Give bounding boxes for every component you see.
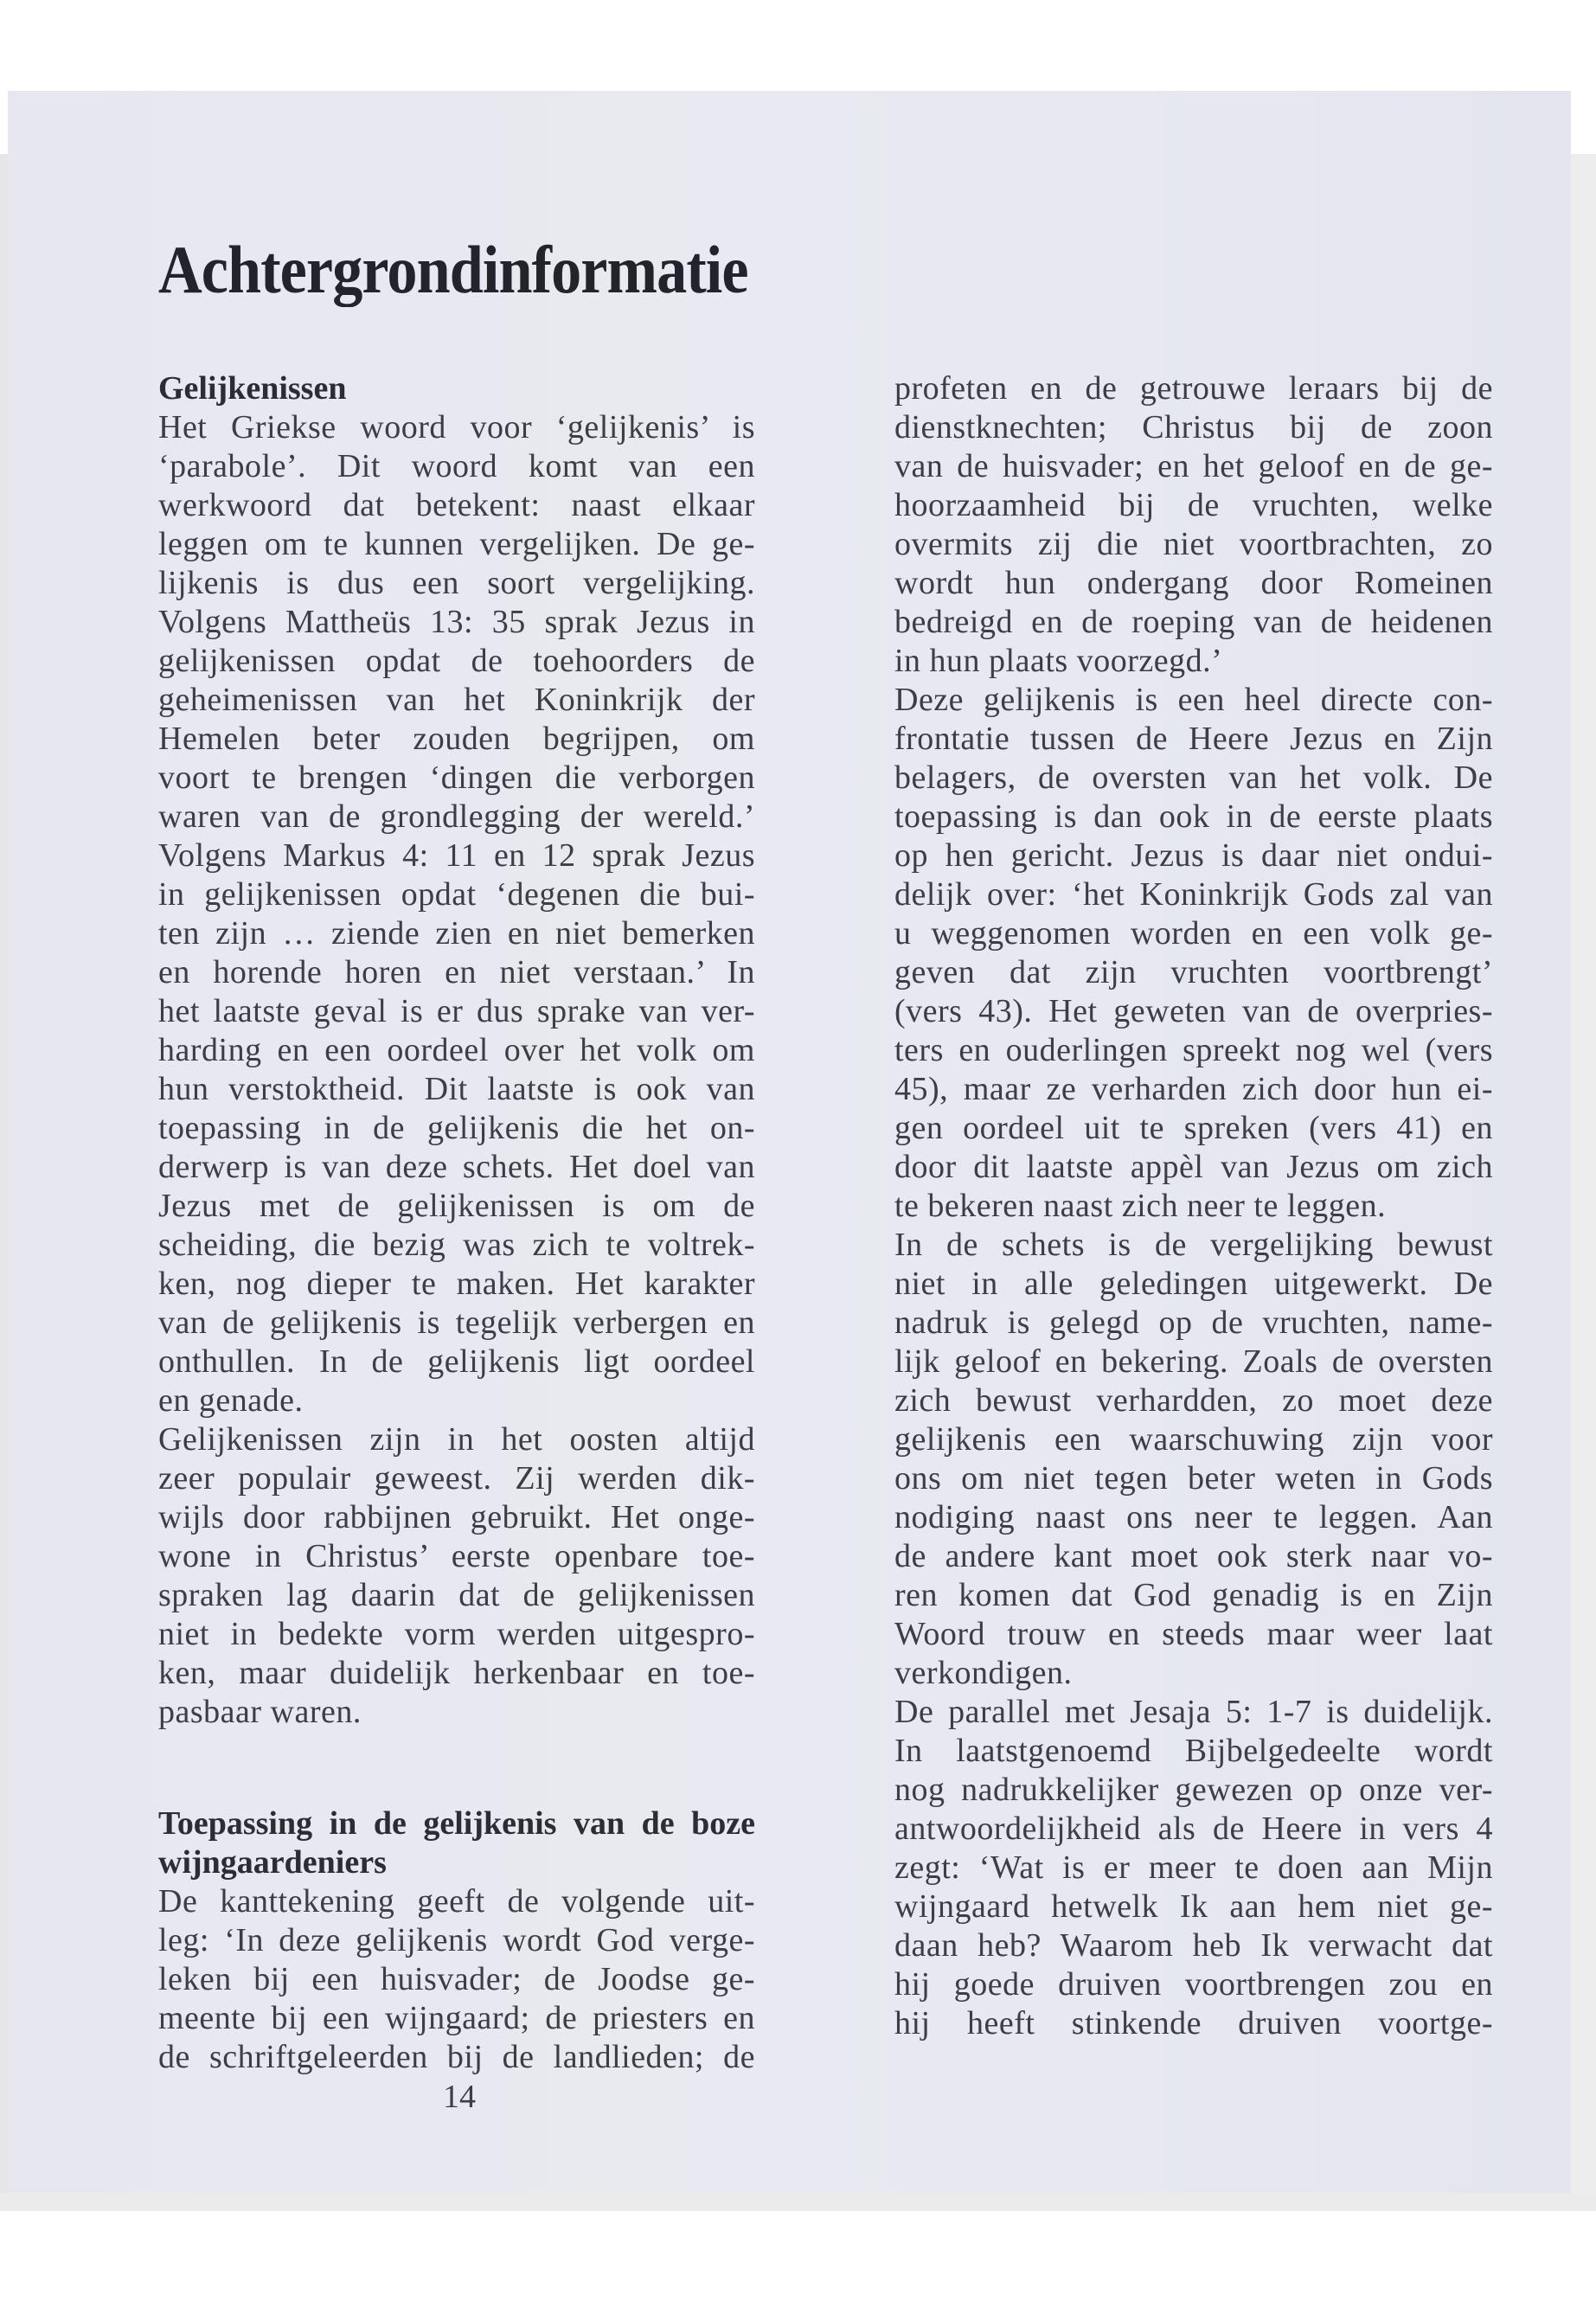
text-line: gelijkenissen opdat de toehoorders de (158, 643, 755, 679)
text-line: op hen gericht. Jezus is daar niet ondui- (894, 837, 1493, 874)
text-line: niet in bedekte vorm werden uitgespro- (158, 1616, 755, 1652)
text-line: Gelijkenissen zijn in het oosten altijd (158, 1421, 755, 1458)
text-line: nadruk is gelegd op de vruchten, name- (894, 1304, 1493, 1341)
text-line: delijk over: ‘het Koninkrijk Gods zal van (894, 876, 1493, 913)
text-line: verkondigen. (894, 1655, 1073, 1691)
paragraph (894, 1693, 1493, 2043)
text-line: Deze gelijkenis is een heel directe con- (894, 682, 1493, 718)
text-line: geheimenissen van het Koninkrijk der (158, 682, 755, 718)
text-line: wijngaard hetwelk Ik aan hem niet ge- (894, 1888, 1493, 1925)
text-line: Hemelen beter zouden begrijpen, om (158, 721, 755, 757)
text-line: de schriftgeleerden bij de landlieden; de (158, 2039, 755, 2075)
text-line: zegt: ‘Wat is er meer te doen aan Mijn (894, 1849, 1493, 1886)
text-line: leggen om te kunnen vergelijken. De ge- (158, 526, 755, 562)
text-line: hij goede druiven voortbrengen zou en (894, 1966, 1493, 2003)
section-heading (158, 1804, 755, 1882)
text-line: u weggenomen worden en een volk ge- (894, 915, 1493, 952)
text-line: waren van de grondlegging der wereld.’ (158, 798, 755, 835)
text-line: scheiding, die bezig was zich te voltrek- (158, 1227, 755, 1263)
text-line: frontatie tussen de Heere Jezus en Zijn (894, 721, 1493, 757)
text-line: hoorzaamheid bij de vruchten, welke (894, 487, 1493, 523)
paragraph (894, 681, 1493, 1226)
paragraph (894, 369, 1493, 681)
text-line: bedreigd en de roeping van de heidenen (894, 604, 1493, 640)
text-line: spraken lag daarin dat de gelijkenissen (158, 1577, 755, 1613)
text-line: gen oordeel uit te spreken (vers 41) en (894, 1110, 1493, 1146)
text-line: ren komen dat God genadig is en Zijn (894, 1577, 1493, 1613)
text-line: in hun plaats voorzegd.’ (894, 643, 1223, 679)
text-line: ons om niet tegen beter weten in Gods (894, 1460, 1493, 1497)
text-line: en horende horen en niet verstaan.’ In (158, 954, 755, 990)
text-line: hij heeft stinkende druiven voortge- (894, 2005, 1493, 2041)
text-line: leken bij een huisvader; de Joodse ge- (158, 1961, 755, 1997)
text-line: onthullen. In de gelijkenis ligt oordeel (158, 1343, 755, 1380)
page-title: Achtergrondinformatie (158, 232, 748, 307)
text-line: De kanttekening geeft de volgende uit- (158, 1883, 755, 1920)
text-line: dienstknechten; Christus bij de zoon (894, 409, 1493, 445)
text-line: voort te brengen ‘dingen die verborgen (158, 760, 755, 796)
page-number: 14 (443, 2079, 476, 2115)
text-line: De parallel met Jesaja 5: 1-7 is duidelijk. (894, 1694, 1493, 1730)
text-line: gelijkenis een waarschuwing zijn voor (894, 1421, 1493, 1458)
paragraph (894, 1226, 1493, 1693)
text-line: ken, maar duidelijk herkenbaar en toe- (158, 1655, 755, 1691)
text-line: nog nadrukkelijker gewezen op onze ver- (894, 1772, 1493, 1808)
text-line: meente bij een wijngaard; de priesters en (158, 2000, 755, 2036)
text-line: ters en ouderlingen spreekt nog wel (vers (894, 1032, 1493, 1068)
text-line: derwerp is van deze schets. Het doel van (158, 1149, 755, 1185)
text-line: te bekeren naast zich neer te leggen. (894, 1188, 1387, 1224)
text-line: ‘parabole’. Dit woord komt van een (158, 448, 755, 484)
text-line: wordt hun ondergang door Romeinen (894, 565, 1493, 601)
text-line: pasbaar waren. (158, 1694, 362, 1730)
text-line: Woord trouw en steeds maar weer laat (894, 1616, 1493, 1652)
text-line: toepassing in de gelijkenis die het on- (158, 1110, 755, 1146)
text-line: van de huisvader; en het geloof en de ge- (894, 448, 1493, 484)
text-line: In de schets is de vergelijking bewust (894, 1227, 1493, 1263)
text-line: ken, nog dieper te maken. Het karakter (158, 1266, 755, 1302)
heading-line: wijngaardeniers (158, 1844, 387, 1881)
text-line: (vers 43). Het geweten van de overpries- (894, 993, 1493, 1029)
text-line: 45), maar ze verharden zich door hun ei- (894, 1071, 1493, 1107)
heading-line: Gelijkenissen (158, 370, 347, 407)
text-line: lijkenis is dus een soort vergelijking. (158, 565, 755, 601)
scan-right-edge (1571, 154, 1596, 2211)
section-heading (158, 369, 755, 408)
text-line: nodiging naast ons neer te leggen. Aan (894, 1499, 1493, 1535)
heading-line: Toepassing in de gelijkenis van de boze (158, 1805, 755, 1842)
paragraph (158, 408, 755, 1420)
text-line: werkwoord dat betekent: naast elkaar (158, 487, 755, 523)
text-line: lijk geloof en bekering. Zoals de oversten (894, 1343, 1493, 1380)
text-line: harding en een oordeel over het volk om (158, 1032, 755, 1068)
text-line: niet in alle geledingen uitgewerkt. De (894, 1266, 1493, 1302)
text-line: en genade. (158, 1382, 304, 1419)
text-line: In laatstgenoemd Bijbelgedeelte wordt (894, 1733, 1493, 1769)
text-line: daan heb? Waarom heb Ik verwacht dat (894, 1927, 1493, 1964)
text-line: door dit laatste appèl van Jezus om zich (894, 1149, 1493, 1185)
text-line: hun verstoktheid. Dit laatste is ook van (158, 1071, 755, 1107)
text-line: Volgens Mattheüs 13: 35 sprak Jezus in (158, 604, 755, 640)
right-column (894, 369, 1493, 2043)
text-line: profeten en de getrouwe leraars bij de (894, 370, 1493, 407)
left-column (158, 369, 755, 2077)
text-line: Het Griekse woord voor ‘gelijkenis’ is (158, 409, 755, 445)
text-line: het laatste geval is er dus sprake van ver- (158, 993, 755, 1029)
text-line: Jezus met de gelijkenissen is om de (158, 1188, 755, 1224)
text-line: Volgens Markus 4: 11 en 12 sprak Jezus (158, 837, 755, 874)
text-line: belagers, de oversten van het volk. De (894, 760, 1493, 796)
text-line: antwoordelijkheid als de Heere in vers 4 (894, 1811, 1493, 1847)
text-line: zeer populair geweest. Zij werden dik- (158, 1460, 755, 1497)
paragraph (158, 1882, 755, 2077)
text-line: wone in Christus’ eerste openbare toe- (158, 1538, 755, 1574)
text-line: ten zijn … ziende zien en niet bemerken (158, 915, 755, 952)
scan-bottom-edge (0, 2193, 1596, 2211)
text-line: de andere kant moet ook sterk naar vo- (894, 1538, 1493, 1574)
text-line: leg: ‘In deze gelijkenis wordt God verge- (158, 1922, 755, 1958)
scan-left-edge (0, 154, 8, 2211)
text-line: toepassing is dan ook in de eerste plaats (894, 798, 1493, 835)
text-line: zich bewust verhardden, zo moet deze (894, 1382, 1493, 1419)
text-line: in gelijkenissen opdat ‘degenen die bui- (158, 876, 755, 913)
text-line: wijls door rabbijnen gebruikt. Het onge- (158, 1499, 755, 1535)
paragraph (158, 1420, 755, 1732)
text-line: van de gelijkenis is tegelijk verbergen en (158, 1304, 755, 1341)
text-line: overmits zij die niet voortbrachten, zo (894, 526, 1493, 562)
text-line: geven dat zijn vruchten voortbrengt’ (894, 954, 1493, 990)
